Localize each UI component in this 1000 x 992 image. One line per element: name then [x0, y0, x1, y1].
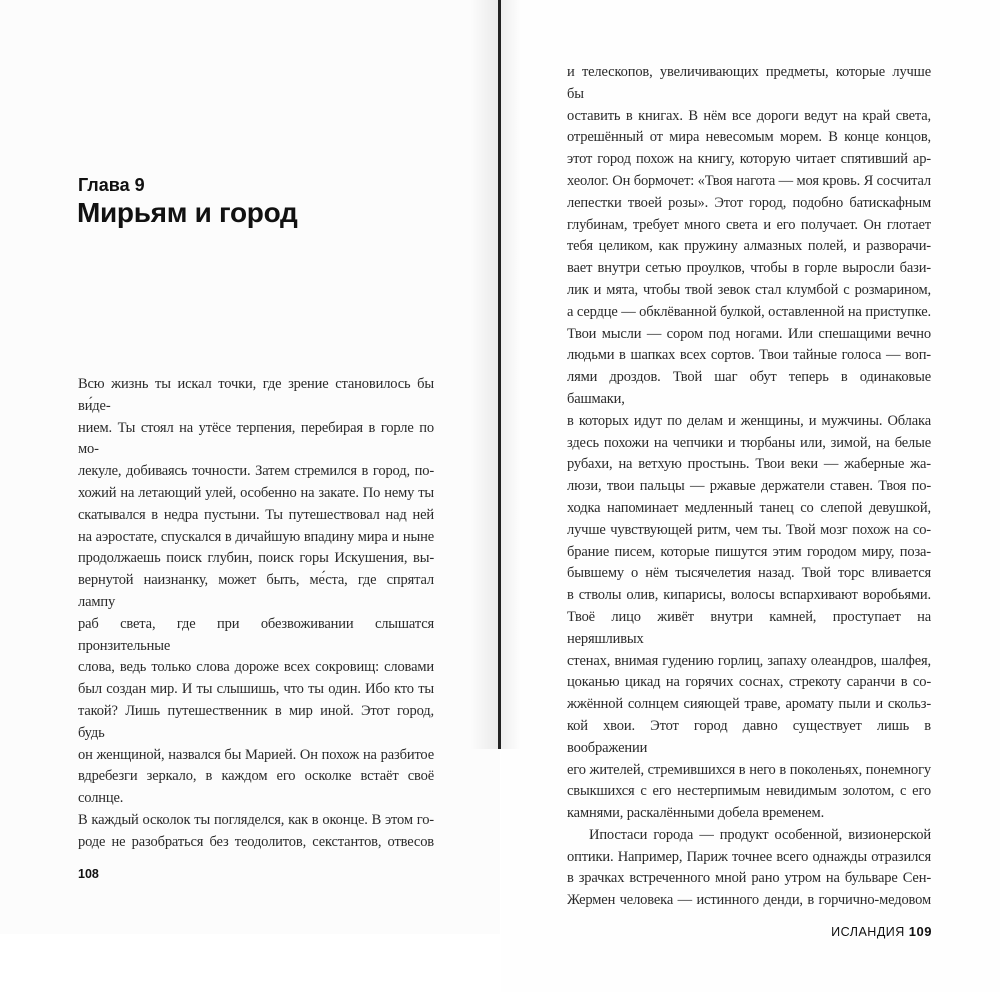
text-line: слова, ведь только слова дороже всех сокровищ: словами	[78, 659, 434, 676]
text-line: здесь похожи на чепчики и тюрбаны или, зимой, на белые	[567, 434, 931, 451]
text-line: тебя целиком, как пружину алмазных полей, и разворачи-	[567, 238, 931, 255]
book-spine-divider	[498, 0, 501, 749]
text-line: и телескопов, увеличивающих предметы, которые лучше бы	[567, 64, 931, 102]
text-line: Жермен человека — истинного денди, в горчично-медовом	[567, 892, 931, 909]
page-number-left: 108	[78, 866, 99, 881]
text-line: свыкшихся с его нестерпимым невидимым золотом, с его	[567, 783, 931, 800]
text-line: его жителей, стремившихся в него в поколеньях, понемногу	[567, 761, 931, 778]
text-line: глубинам, требует много света и его получает. Он глотает	[567, 216, 931, 233]
text-line: хожий на летающий улей, особенно на закате. По нему ты	[78, 484, 434, 501]
text-line: Твои мысли — сором под ногами. Или спешащими вечно	[567, 325, 931, 342]
right-page	[501, 0, 1000, 992]
text-line: отрешённый от мира невесомым морем. В конце концов,	[567, 129, 931, 146]
text-line: на аэростате, спускался в дичайшую впадину мира и ныне	[78, 528, 434, 545]
text-line: камнями, раскалёнными добела временем.	[567, 805, 825, 822]
text-line: лучше чувствующей ритм, чем ты. Твой мозг похож на со-	[567, 521, 931, 538]
chapter-title: Мирьям и город	[77, 197, 298, 228]
page-number-right: 109	[908, 924, 932, 940]
text-line: в зрачках встреченного мной рано утром на бульваре Сен-	[567, 870, 931, 887]
running-head: ИСЛАНДИЯ	[831, 925, 905, 940]
text-line: вает внутри сетью проулков, чтобы в горле выросли бази-	[567, 260, 931, 277]
text-line: стенах, внимая гудению горлиц, запаху олеандров, шалфея,	[567, 652, 931, 669]
left-body-text	[78, 374, 434, 854]
text-line: продолжаешь поиск глубин, поиск горы Искушения, вы-	[78, 550, 434, 567]
text-line: в которых идут по делам и женщины, и мужчины. Облака	[567, 412, 931, 429]
right-body-text	[567, 62, 931, 912]
text-line: нием. Ты стоял на утёсе терпения, перебирая в горле по мо-	[78, 419, 434, 458]
text-line: лями дроздов. Твой шаг обут теперь в одинаковые башмаки,	[567, 369, 931, 407]
text-line: кой хвои. Этот город давно существует лишь в воображении	[567, 717, 931, 756]
text-line: людьми в шапках всех сортов. Твои тайные голоса — воп-	[567, 347, 931, 364]
text-line: бывшему о нём тысячелетия назад. Твой торс вливается	[567, 565, 931, 582]
text-line: хеолог. Он бормочет: «Твоя нагота — моя кровь. Я сосчитал	[567, 172, 931, 189]
text-line: роде не разобраться без теодолитов, секстантов, отвесов	[78, 833, 434, 850]
text-line: В каждый осколок ты погляделся, как в оконце. В этом го-	[78, 811, 434, 828]
text-line: был создан мир. И ты слышишь, что ты один. Ибо кто ты	[78, 681, 434, 698]
text-line: Всю жизнь ты искал точки, где зрение становилось бы ви́де-	[78, 376, 434, 414]
text-line: лепестки твоей розы». Этот город, подобно батискафным	[567, 194, 931, 211]
running-footer	[567, 912, 932, 940]
text-line: брание писем, которые пишутся этим городом миру, поза-	[567, 543, 931, 560]
text-line: ходка напоминает медленный танец со слепой девушкой,	[567, 499, 931, 516]
text-line: лик и мята, чтобы твой зевок стал клумбой с розмарином,	[567, 281, 931, 298]
text-line: Твоё лицо живёт внутри камней, проступает на неряшливых	[567, 608, 931, 647]
text-line: жжённой солнцем сияющей траве, аромату пыли и скольз-	[567, 696, 931, 713]
chapter-label: Глава 9	[78, 175, 145, 195]
left-page	[0, 0, 500, 934]
text-line: оставить в книгах. В нём все дороги ведут на край света,	[567, 107, 931, 124]
text-line: а сердце — обклёванной булкой, оставленной на приступке.	[567, 303, 931, 320]
text-line: вернутой наизнанку, может быть, ме́ста, где спрятал лампу	[78, 572, 434, 610]
text-line: Ипостаси города — продукт особенной, визионерской	[589, 826, 931, 843]
text-line: люзи, твои пальцы — ржавые держатели ставен. Твоя по-	[567, 478, 931, 495]
text-line: оптики. Например, Париж точнее всего однажды отразился	[567, 848, 931, 865]
text-line: раб света, где при обезвоживании слышатся пронзительные	[78, 615, 434, 654]
text-line: этот город похож на книгу, которую читает спятивший ар-	[567, 151, 931, 168]
text-line: вдребезги зеркало, в каждом его осколке встаёт своё солнце.	[78, 768, 434, 807]
text-line: скатывался в недра пустыни. Ты путешествовал над ней	[78, 506, 434, 523]
text-line: лекуле, добиваясь точности. Затем стремился в город, по-	[78, 463, 434, 480]
text-line: в стволы олив, кипарисы, волосы вспархивают воробьями.	[567, 587, 931, 604]
text-line: он женщиной, назвался бы Марией. Он похож на разбитое	[78, 746, 434, 763]
text-line: рубахи, на ветхую простынь. Твои веки — жаберные жа-	[567, 456, 931, 473]
text-line: цоканью цикад на горячих соснах, стрекоту саранчи в со-	[567, 674, 931, 691]
text-line: такой? Лишь путешественник в мир иной. Этот город, будь	[78, 702, 434, 741]
